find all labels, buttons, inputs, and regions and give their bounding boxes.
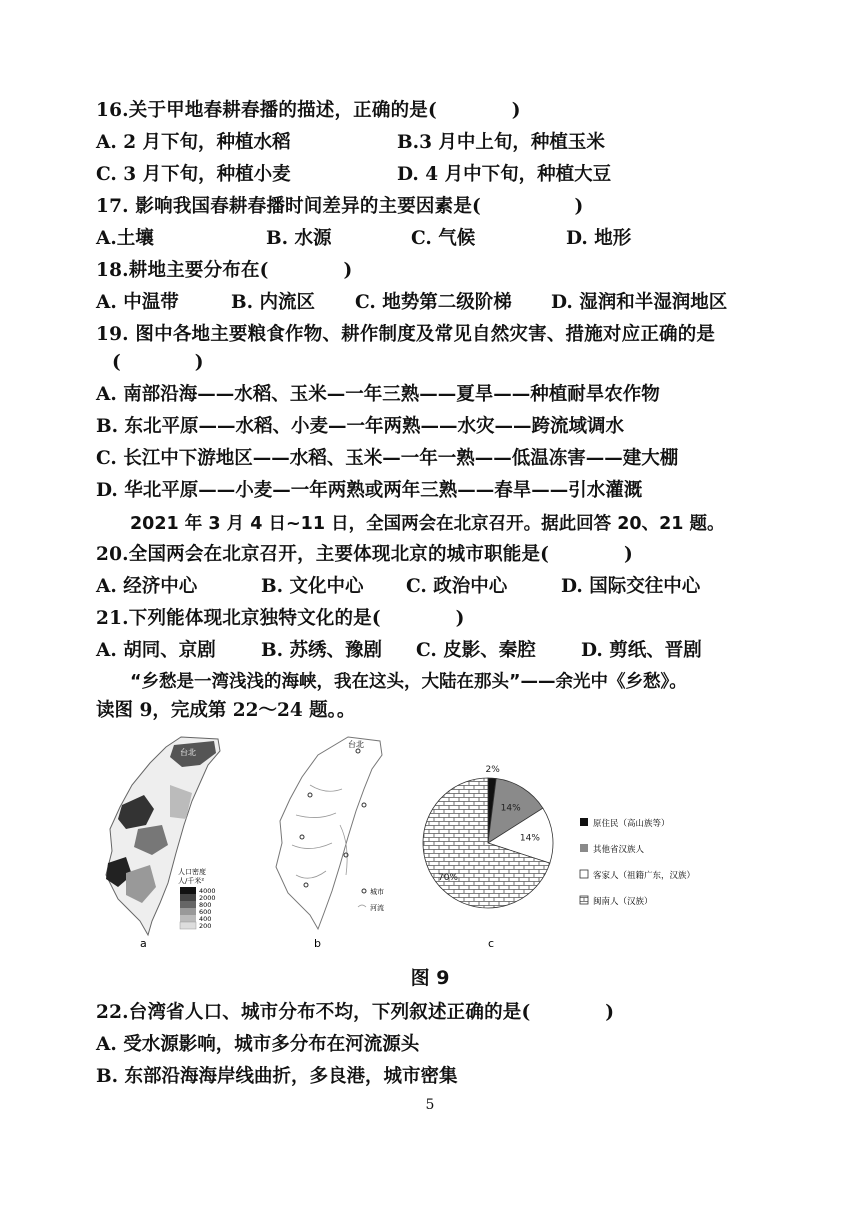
map-b-label: b [314,937,321,950]
q19-stem: 19. 图中各地主要粮食作物、耕作制度及常见自然灾害、措施对应正确的是 [96,324,716,345]
map-a-legend-800: 800 [199,901,212,909]
q20-stem: 20.全国两会在北京召开，主要体现北京的城市职能是( ) [96,544,633,565]
chart-c [423,765,553,950]
q21-stem: 21.下列能体现北京独特文化的是( ) [96,608,465,629]
q20-option-c: C. 政治中心 [406,576,508,597]
q22-option-b: B. 东部沿海海岸线曲折，多良港，城市密集 [96,1066,458,1087]
map-a-legend-400: 400 [199,915,212,923]
map-b [276,737,384,950]
q16-option-c: C. 3 月下旬，种植小麦 [96,164,291,185]
q17-option-b: B. 水源 [266,228,332,249]
q20-option-b: B. 文化中心 [261,576,364,597]
map-b-legend-city: 城市 [370,888,384,896]
map-b-city-label: 台北 [348,740,364,749]
legend-label-3: 闽南人（汉族） [593,897,653,907]
q16-option-a: A. 2 月下旬，种植水稻 [96,132,291,153]
chart-c-legend [580,818,695,907]
q16-option-b: B.3 月中上旬，种植玉米 [397,132,605,153]
map-a-legend-title-1: 人口密度 [178,868,206,876]
q21-option-c: C. 皮影、秦腔 [416,640,536,661]
q18-option-c: C. 地势第二级阶梯 [355,292,512,313]
pie-label-0: 2% [485,765,500,776]
pie-label-3: 70% [437,873,459,883]
map-b-legend-river: 河流 [370,904,384,912]
map-a [106,737,220,950]
page-number: 5 [425,1097,435,1113]
map-a-legend-4000: 4000 [199,887,216,895]
q19-option-d: D. 华北平原——小麦—一年两熟或两年三熟——春旱——引水灌溉 [96,480,643,501]
pie-label-2: 14% [519,833,540,844]
q17-stem: 17. 影响我国春耕春播时间差异的主要因素是( ) [96,196,584,217]
figure-caption: 图 9 [410,967,450,989]
legend-swatch-1 [580,844,588,852]
map-a-legend-title-2: 人/千米² [178,877,205,885]
map-a-legend-2000: 2000 [199,894,216,902]
legend-swatch-0 [580,818,588,826]
chart-c-label: c [488,937,495,950]
q19-option-a: A. 南部沿海——水稻、玉米—一年三熟——夏旱——种植耐旱农作物 [96,384,660,405]
q20-option-a: A. 经济中心 [96,576,198,597]
figure-9 [96,725,776,960]
map-a-city-label: 台北 [180,748,196,757]
q19-option-b: B. 东北平原——水稻、小麦—一年两熟——水灾——跨流域调水 [96,416,625,437]
map-b-island [276,737,382,929]
map-a-label: a [140,937,147,950]
figure-9-svg [96,725,776,960]
intro-quote: “乡愁是一湾浅浅的海峡，我在这头，大陆在那头”——余光中《乡愁》。 [130,672,687,692]
q19-stem-blank: ( ) [112,352,204,373]
intro-figure-ref: 读图 9，完成第 22～24 题。。 [96,700,356,721]
q19-option-c: C. 长江中下游地区——水稻、玉米—一年一熟——低温冻害——建大棚 [96,448,679,469]
legend-swatch-3 [580,896,588,904]
q20-option-d: D. 国际交往中心 [561,576,701,597]
q22-option-a: A. 受水源影响，城市多分布在河流源头 [96,1034,420,1055]
legend-label-1: 其他省汉族人 [593,845,645,855]
legend-label-0: 原住民（高山族等） [593,819,670,829]
q18-option-a: A. 中温带 [96,292,179,313]
q22-stem: 22.台湾省人口、城市分布不均，下列叙述正确的是( ) [96,1002,615,1023]
q18-stem: 18.耕地主要分布在( ) [96,260,353,281]
q17-option-c: C. 气候 [411,228,476,249]
legend-label-2: 客家人（祖籍广东，汉族） [593,871,696,881]
q21-option-d: D. 剪纸、晋剧 [581,640,702,661]
intro-20-21: 2021 年 3 月 4 日~11 日，全国两会在北京召开。据此回答 20、21 题。 [130,514,725,534]
q18-option-d: D. 湿润和半湿润地区 [551,292,728,313]
legend-swatch-2 [580,870,588,878]
map-a-legend-200: 200 [199,922,212,930]
q17-option-d: D. 地形 [566,228,632,249]
q17-option-a: A.土壤 [96,228,154,249]
q16-stem: 16.关于甲地春耕春播的描述，正确的是( ) [96,100,521,121]
map-a-legend-600: 600 [199,908,212,916]
q16-option-d: D. 4 月中下旬，种植大豆 [397,164,612,185]
q21-option-b: B. 苏绣、豫剧 [261,640,383,661]
q18-option-b: B. 内流区 [231,292,316,313]
q21-option-a: A. 胡同、京剧 [96,640,216,661]
pie-label-1: 14% [500,803,521,814]
